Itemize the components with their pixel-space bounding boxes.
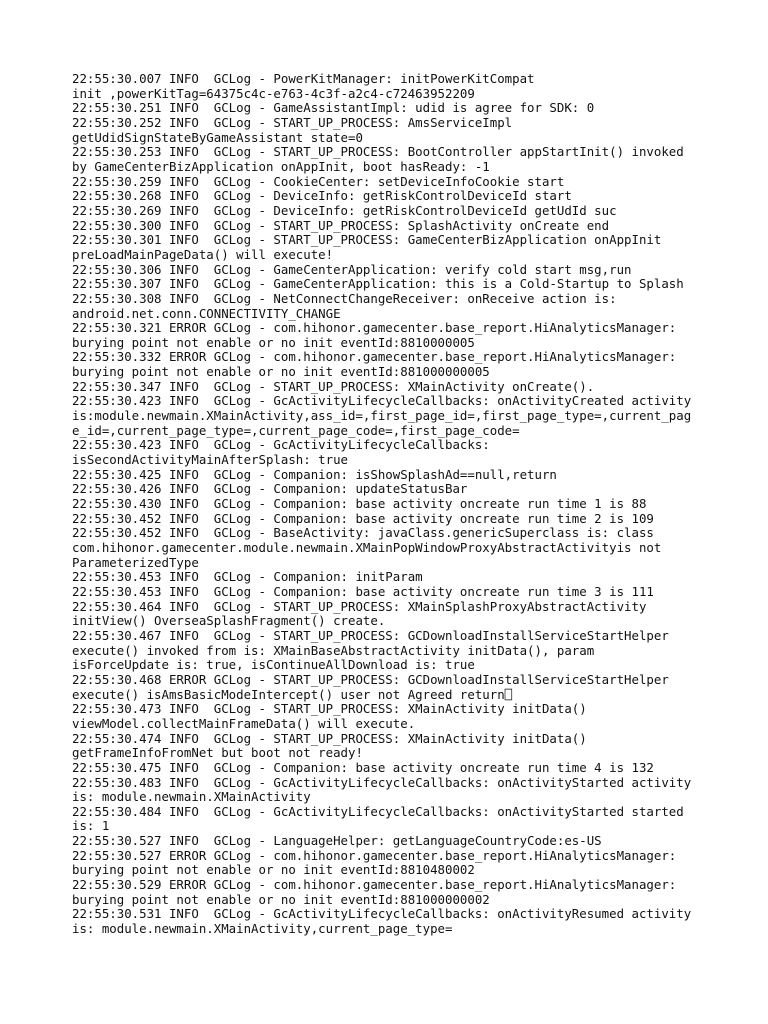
log-line: 22:55:30.430 INFO GCLog - Companion: base activity oncreate run time 1 is 88: [72, 496, 647, 512]
log-line: 22:55:30.300 INFO GCLog - START_UP_PROCESS: SplashActivity onCreate end: [72, 217, 610, 233]
log-line: 22:55:30.347 INFO GCLog - START_UP_PROCESS: XMainActivity onCreate().: [72, 378, 595, 394]
log-line: 22:55:30.453 INFO GCLog - Companion: base activity oncreate run time 3 is 111: [72, 583, 654, 599]
log-line: 22:55:30.484 INFO GCLog - GcActivityLifecycleCallbacks: onActivityStarted started: [72, 803, 684, 819]
log-line: com.hihonor.gamecenter.module.newmain.XMainPopWindowProxyAbstractActivityis not: [72, 540, 662, 555]
log-line: 22:55:30.527 ERROR GCLog - com.hihonor.gamecenter.base_report.HiAnalyticsManager:: [72, 847, 677, 863]
log-line: getFrameInfoFromNet but boot not ready!: [72, 745, 363, 761]
log-line: initView() OverseaSplashFragment() create.: [72, 613, 386, 629]
log-line: 22:55:30.452 INFO GCLog - BaseActivity: javaClass.genericSuperclass is: class: [72, 525, 654, 541]
log-line: viewModel.collectMainFrameData() will execute.: [72, 715, 416, 731]
log-line: init ,powerKitTag=64375c4c-e763-4c3f-a2c4-c72463952209: [72, 85, 475, 101]
log-line: 22:55:30.321 ERROR GCLog - com.hihonor.gamecenter.base_report.HiAnalyticsManager:: [72, 320, 677, 336]
log-line: 22:55:30.251 INFO GCLog - GameAssistantImpl: udid is agree for SDK: 0: [72, 100, 595, 116]
log-line: 22:55:30.452 INFO GCLog - Companion: base activity oncreate run time 2 is 109: [72, 510, 654, 526]
log-line: android.net.conn.CONNECTIVITY_CHANGE: [72, 305, 341, 321]
log-line: execute() isAmsBasicModeIntercept() user not Agreed return⎕: [72, 686, 513, 702]
log-line: 22:55:30.464 INFO GCLog - START_UP_PROCESS: XMainSplashProxyAbstractActivity: [72, 598, 647, 614]
log-line: 22:55:30.253 INFO GCLog - START_UP_PROCESS: BootController appStartInit() invoked: [72, 144, 684, 160]
log-line: 22:55:30.423 INFO GCLog - GcActivityLifecycleCallbacks: onActivityCreated activity: [72, 393, 692, 409]
log-line: is:module.newmain.XMainActivity,ass_id=,first_page_id=,first_page_type=,current_pag: [72, 408, 692, 424]
log-line: 22:55:30.301 INFO GCLog - START_UP_PROCESS: GameCenterBizApplication onAppInit: [72, 232, 662, 248]
log-line: 22:55:30.252 INFO GCLog - START_UP_PROCESS: AmsServiceImpl: [72, 114, 513, 130]
log-line: isForceUpdate is: true, isContinueAllDownload is: true: [72, 657, 475, 673]
log-line: 22:55:30.527 INFO GCLog - LanguageHelper: getLanguageCountryCode:es-US: [72, 833, 602, 849]
log-line: is: 1: [72, 818, 110, 834]
log-line: execute() invoked from is: XMainBaseAbstractActivity initData(), param: [72, 642, 595, 658]
log-line: 22:55:30.269 INFO GCLog - DeviceInfo: getRiskControlDeviceId getUdId suc: [72, 202, 617, 218]
log-line: 22:55:30.268 INFO GCLog - DeviceInfo: getRiskControlDeviceId start: [72, 188, 572, 204]
log-line: 22:55:30.423 INFO GCLog - GcActivityLifecycleCallbacks:: [72, 437, 490, 453]
log-line: is: module.newmain.XMainActivity: [72, 789, 311, 805]
log-line: 22:55:30.426 INFO GCLog - Companion: updateStatusBar: [72, 481, 468, 497]
log-line: 22:55:30.332 ERROR GCLog - com.hihonor.gamecenter.base_report.HiAnalyticsManager:: [72, 349, 677, 365]
log-line: 22:55:30.529 ERROR GCLog - com.hihonor.gamecenter.base_report.HiAnalyticsManager:: [72, 877, 677, 893]
log-line: 22:55:30.307 INFO GCLog - GameCenterApplication: this is a Cold-Startup to Splash: [72, 276, 684, 292]
log-line: 22:55:30.308 INFO GCLog - NetConnectChangeReceiver: onReceive action is:: [72, 290, 617, 306]
log-line: burying point not enable or no init eventId:8810480002: [72, 862, 475, 878]
log-line: 22:55:30.306 INFO GCLog - GameCenterApplication: verify cold start msg,run: [72, 261, 632, 277]
log-line: is: module.newmain.XMainActivity,current_page_type=: [72, 921, 453, 937]
log-line: getUdidSignStateByGameAssistant state=0: [72, 129, 363, 145]
log-line: 22:55:30.453 INFO GCLog - Companion: initParam: [72, 569, 423, 585]
log-line: burying point not enable or no init eventId:881000000005: [72, 364, 490, 380]
log-line: e_id=,current_page_type=,current_page_code=,first_page_code=: [72, 422, 520, 438]
log-line: 22:55:30.475 INFO GCLog - Companion: base activity oncreate run time 4 is 132: [72, 759, 654, 775]
log-line: 22:55:30.473 INFO GCLog - START_UP_PROCESS: XMainActivity initData(): [72, 701, 587, 717]
log-line: 22:55:30.467 INFO GCLog - START_UP_PROCESS: GCDownloadInstallServiceStartHelper: [72, 627, 669, 643]
log-document: [72, 72, 712, 937]
log-line: isSecondActivityMainAfterSplash: true: [72, 452, 349, 468]
log-line: 22:55:30.483 INFO GCLog - GcActivityLifecycleCallbacks: onActivityStarted activity: [72, 774, 692, 790]
log-line: 22:55:30.259 INFO GCLog - CookieCenter: setDeviceInfoCookie start: [72, 173, 565, 189]
log-line: 22:55:30.468 ERROR GCLog - START_UP_PROCESS: GCDownloadInstallServiceStartHelper: [72, 671, 669, 687]
log-line: by GameCenterBizApplication onAppInit, boot hasReady: -1: [72, 158, 490, 174]
log-line: ParameterizedType: [72, 554, 199, 570]
log-line: burying point not enable or no init eventId:8810000005: [72, 334, 475, 350]
log-line: burying point not enable or no init eventId:881000000002: [72, 891, 490, 907]
log-line: preLoadMainPageData() will execute!: [72, 246, 334, 262]
log-line: 22:55:30.425 INFO GCLog - Companion: isShowSplashAd==null,return: [72, 466, 557, 482]
log-line: 22:55:30.474 INFO GCLog - START_UP_PROCESS: XMainActivity initData(): [72, 730, 587, 746]
log-line: 22:55:30.531 INFO GCLog - GcActivityLifecycleCallbacks: onActivityResumed activity: [72, 906, 692, 922]
log-line: 22:55:30.007 INFO GCLog - PowerKitManager: initPowerKitCompat: [72, 71, 535, 86]
